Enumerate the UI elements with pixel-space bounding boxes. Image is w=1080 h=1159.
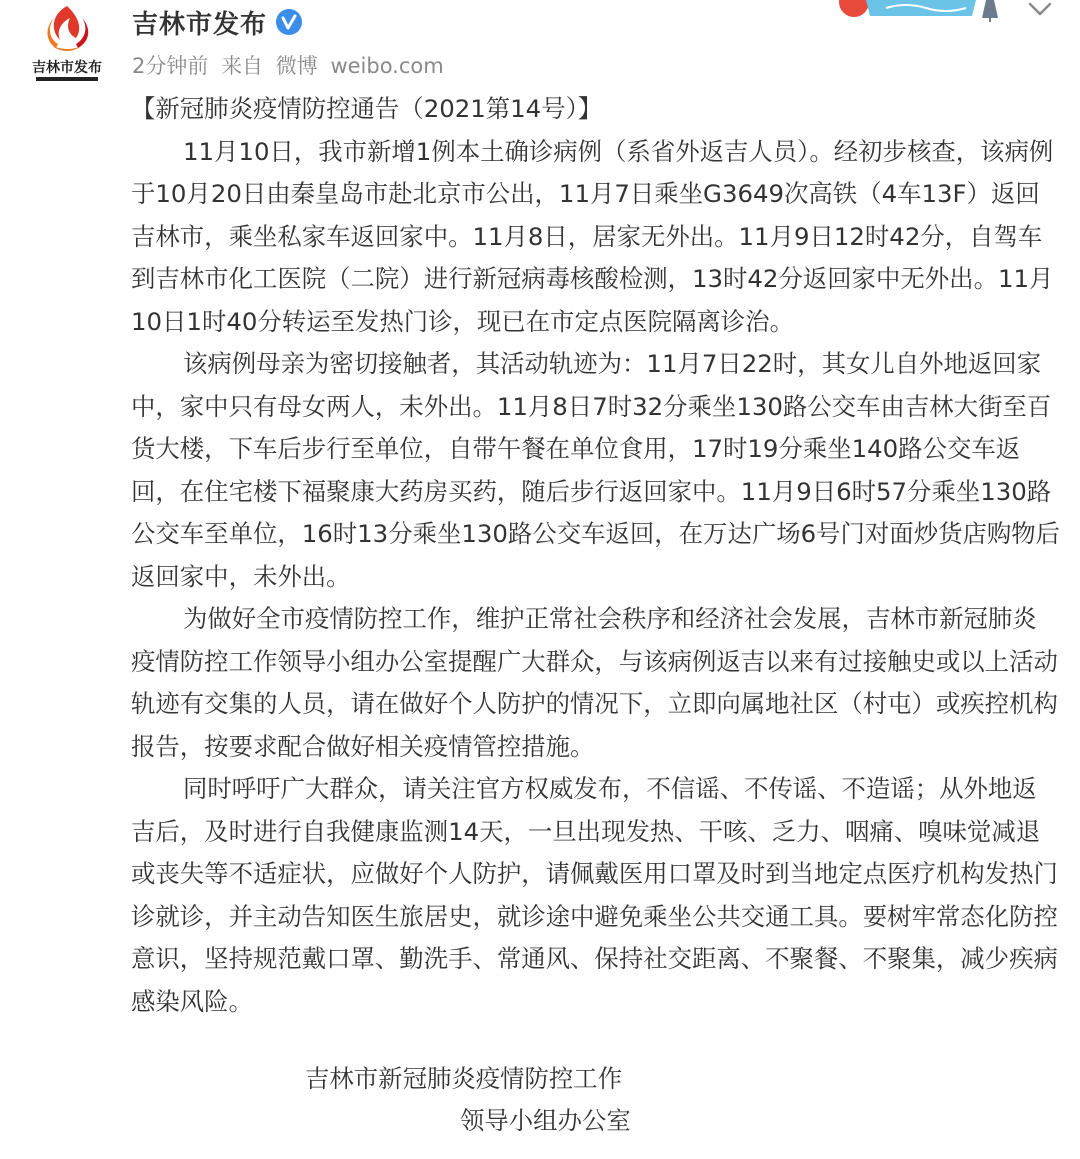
account-name-row (132, 2, 303, 42)
post-paragraph-3: 为做好全市疫情防控工作，维护正常社会秩序和经济社会发展，吉林市新冠肺炎疫情防控工作领导小组办公室提醒广大群众，与该病例返吉以来有过接触史或以上活动轨迹有交集的人员，请在做好个人防护的情况下，立即向属地社区（村屯）或疾控机构报告，按要求配合做好相关疫情管控措施。 (131, 604, 1058, 761)
signature-line-1: 吉林市新冠肺炎疫情防控工作 (305, 1064, 623, 1093)
post-paragraph-2: 该病例母亲为密切接触者，其活动轨迹为：11月7日22时，其女儿自外地返回家中，家中只有母女两人，未外出。11月8日7时32分乘坐130路公交车由吉林大街至百货大楼，下车后步行至单位，自带午餐在单位食用，17时19分乘坐140路公交车返回，在住宅楼下福聚康大药房买药，随后步行返回家中。11月9日6时57分乘坐130路公交车至单位，16时13分乘坐130路公交车返回，在万达广场6号门对面炒货店购物后返回家中，未外出。 (131, 349, 1061, 591)
post-header (0, 0, 1080, 90)
post-paragraph-4: 同时呼吁广大群众，请关注官方权威发布，不信谣、不传谣、不造谣；从外地返吉后，及时进行自我健康监测14天，一旦出现发热、干咳、乏力、咽痛、嗅味觉减退或丧失等不适症状，应做好个人防护，请佩戴医用口罩及时到当地定点医疗机构发热门诊就诊，并主动告知医生旅居史，就诊途中避免乘坐公共交通工具。要树牢常态化防控意识，坚持规范戴口罩、勤洗手、常通风、保持社交距离、不聚餐、不聚集，减少疾病感染风险。 (131, 774, 1058, 1016)
source-name[interactable]: 微博 (275, 54, 318, 78)
post-time: 2分钟前 (132, 54, 209, 78)
decorative-banner-icon (836, 0, 1016, 22)
post-body (131, 88, 1061, 1023)
source-prefix: 来自 (221, 54, 264, 78)
avatar[interactable] (22, 0, 112, 86)
post-paragraph-1: 11月10日，我市新增1例本土确诊病例（系省外返吉人员）。经初步核查，该病例于10月20日由秦皇岛市赴北京市公出，11月7日乘坐G3649次高铁（4车13F）返回吉林市，乘坐私家车返回家中。11月8日，居家无外出。11月9日12时42分，自驾车到吉林市化工医院（二院）进行新冠病毒核酸检测，13时42分返回家中无外出。11月10日1时40分转运至发热门诊，现已在市定点医院隔离诊治。 (131, 136, 1054, 336)
account-name[interactable]: 吉林市发布 (132, 9, 268, 40)
post-title: 【新冠肺炎疫情防控通告（2021第14号）】 (131, 94, 603, 123)
signature-line-2: 领导小组办公室 (460, 1106, 631, 1135)
post-meta (132, 50, 450, 80)
jilin-city-logo-icon (22, 0, 112, 86)
verified-badge-icon (275, 8, 303, 36)
source-domain[interactable]: weibo.com (330, 54, 444, 78)
svg-text:吉林市发布: 吉林市发布 (32, 59, 102, 75)
chevron-down-icon[interactable] (1024, 0, 1056, 20)
